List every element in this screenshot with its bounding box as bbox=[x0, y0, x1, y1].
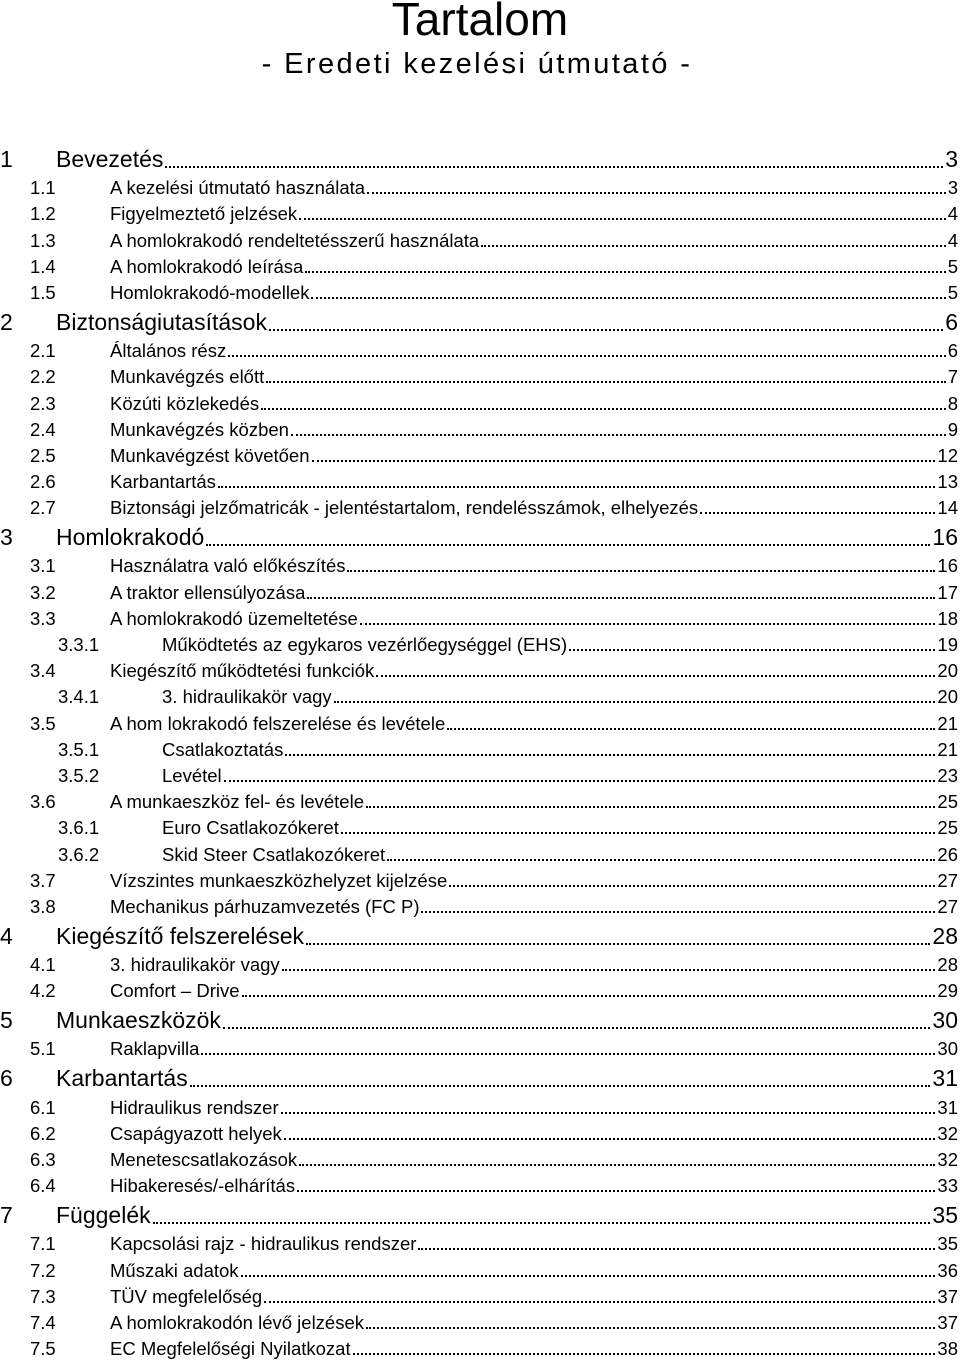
toc-entry-number: 4 bbox=[0, 922, 13, 949]
toc-entry-number: 6.3 bbox=[30, 1149, 56, 1170]
toc-entry-number: 6.4 bbox=[30, 1175, 56, 1197]
toc-entry[interactable] bbox=[0, 1311, 958, 1337]
toc-entry-label: Működtetés az egykaros vezérlőegységgel (EHS) bbox=[162, 634, 568, 655]
toc-entry-page: 12 bbox=[937, 444, 958, 466]
toc-entry[interactable] bbox=[0, 895, 958, 921]
toc-dot-leader bbox=[261, 408, 946, 410]
toc-entry-label: A homlokrakodón lévő jelzések bbox=[110, 1311, 365, 1333]
toc-dot-leader bbox=[190, 1085, 930, 1087]
toc-entry-page: 28 bbox=[937, 954, 958, 976]
toc-entry[interactable] bbox=[0, 953, 958, 979]
toc-entry-label: 3. hidraulikakör vagy bbox=[110, 954, 280, 976]
toc-dot-leader bbox=[241, 1275, 935, 1277]
toc-entry-label: Levétel bbox=[162, 764, 222, 786]
toc-entry-label: Műszaki adatok bbox=[110, 1259, 239, 1281]
toc-dot-leader bbox=[264, 1301, 935, 1303]
toc-entry-label: Comfort – Drive bbox=[110, 980, 240, 1002]
toc-entry-number: 4.1 bbox=[30, 954, 56, 976]
toc-entry[interactable] bbox=[0, 1285, 958, 1311]
toc-entry-label: Csatlakoztatás bbox=[162, 738, 284, 760]
toc-entry-page: 19 bbox=[937, 634, 958, 655]
toc-entry[interactable] bbox=[0, 790, 958, 816]
toc-entry-page: 27 bbox=[937, 869, 958, 891]
toc-dot-leader bbox=[282, 969, 935, 971]
toc-dot-leader bbox=[224, 780, 935, 782]
toc-entry-label: A homlokrakodó leírása bbox=[110, 255, 304, 277]
toc-entry[interactable] bbox=[0, 281, 958, 307]
toc-dot-leader bbox=[165, 166, 943, 168]
toc-entry-number: 4.2 bbox=[30, 980, 56, 1002]
toc-dot-leader bbox=[297, 1190, 935, 1192]
toc-entry-label: Skid Steer Csatlakozókeret bbox=[162, 843, 386, 865]
toc-entry[interactable] bbox=[0, 144, 958, 176]
toc-entry-label: A hom lokrakodó felszerelése és levétele bbox=[110, 712, 446, 734]
toc-entry[interactable] bbox=[0, 764, 958, 790]
toc-entry-number: 2 bbox=[0, 308, 13, 335]
toc-dot-leader bbox=[242, 995, 935, 997]
toc-entry-number: 1.2 bbox=[30, 203, 56, 225]
toc-entry-label: Menetescsatlakozások bbox=[110, 1149, 298, 1170]
toc-dot-leader bbox=[311, 297, 946, 299]
toc-entry-page: 29 bbox=[937, 980, 958, 1002]
toc-entry-page: 4 bbox=[947, 229, 958, 251]
toc-dot-leader bbox=[418, 1248, 935, 1250]
toc-entry[interactable] bbox=[0, 418, 958, 444]
toc-dot-leader bbox=[353, 1353, 935, 1355]
toc-entry[interactable] bbox=[0, 1148, 958, 1174]
toc-dot-leader bbox=[299, 218, 946, 220]
toc-entry-label: Kapcsolási rajz - hidraulikus rendszer bbox=[110, 1233, 417, 1255]
toc-entry-number: 6 bbox=[0, 1065, 13, 1092]
toc-entry-page: 30 bbox=[932, 1007, 958, 1034]
toc-entry[interactable] bbox=[0, 580, 958, 606]
toc-entry[interactable] bbox=[0, 554, 958, 580]
toc-entry[interactable] bbox=[0, 339, 958, 365]
toc-entry[interactable] bbox=[0, 816, 958, 842]
toc-dot-leader bbox=[481, 245, 946, 247]
toc-entry-page: 28 bbox=[932, 922, 958, 949]
toc-dot-leader bbox=[305, 271, 946, 273]
toc-dot-leader bbox=[228, 355, 946, 357]
toc-dot-leader bbox=[569, 649, 935, 651]
toc-entry-label: Hibakeresés/-elhárítás bbox=[110, 1175, 296, 1197]
toc-entry-page: 30 bbox=[937, 1038, 958, 1060]
toc-dot-leader bbox=[281, 1112, 935, 1114]
page-title: Tartalom bbox=[391, 0, 569, 45]
toc-dot-leader bbox=[376, 675, 935, 677]
toc-entry-number: 3.2 bbox=[30, 581, 56, 603]
toc-entry[interactable] bbox=[0, 1337, 958, 1363]
toc-entry[interactable] bbox=[0, 522, 958, 554]
toc-entry-label: Közúti közlekedés bbox=[110, 392, 260, 414]
toc-entry-number: 3.3.1 bbox=[58, 634, 100, 655]
toc-entry[interactable] bbox=[0, 365, 958, 391]
toc-entry-number: 7.5 bbox=[30, 1338, 56, 1360]
toc-entry-page: 9 bbox=[947, 418, 958, 440]
toc-entry-number: 5 bbox=[0, 1007, 13, 1034]
toc-entry-number: 3.6 bbox=[30, 791, 56, 813]
toc-entry-label: Munkavégzés közben bbox=[110, 418, 289, 440]
toc-entry[interactable] bbox=[0, 659, 958, 685]
toc-entry[interactable] bbox=[0, 307, 958, 339]
toc-entry-number: 3.5 bbox=[30, 712, 56, 734]
toc-entry-label: Biztonsági jelzőmatricák - jelentéstartalom, rendelésszámok, elhelyezés bbox=[110, 497, 699, 519]
toc-entry-page: 27 bbox=[937, 895, 958, 917]
toc-entry-label: Hidraulikus rendszer bbox=[110, 1096, 279, 1118]
toc-entry[interactable] bbox=[0, 391, 958, 417]
toc-entry-number: 2.4 bbox=[30, 418, 56, 440]
toc-entry-number: 3.4.1 bbox=[58, 686, 100, 708]
toc-dot-leader bbox=[387, 859, 935, 861]
toc-entry-page: 37 bbox=[937, 1285, 958, 1307]
toc-entry-page: 7 bbox=[947, 366, 958, 388]
toc-entry-page: 33 bbox=[937, 1175, 958, 1197]
toc-dot-leader bbox=[153, 1222, 930, 1224]
toc-entry-page: 37 bbox=[937, 1311, 958, 1333]
toc-entry-page: 3 bbox=[947, 177, 958, 199]
toc-entry-label: Használatra való előkészítés bbox=[110, 555, 346, 577]
toc-entry-number: 2.1 bbox=[30, 340, 56, 362]
toc-entry-label: Munkaeszközök bbox=[56, 1007, 221, 1034]
toc-entry-number: 3.8 bbox=[30, 895, 56, 917]
toc-dot-leader bbox=[285, 754, 935, 756]
toc-entry[interactable] bbox=[0, 1258, 958, 1284]
toc-entry-number: 1.5 bbox=[30, 281, 56, 303]
toc-entry-number: 1 bbox=[0, 146, 13, 172]
toc-entry-page: 4 bbox=[947, 203, 958, 225]
toc-dot-leader bbox=[366, 1327, 935, 1329]
toc-entry-label: TÜV megfelelőség bbox=[110, 1285, 263, 1307]
toc-dot-leader bbox=[269, 329, 943, 331]
toc-entry-number: 3.5.1 bbox=[58, 738, 100, 760]
toc-entry-page: 35 bbox=[937, 1233, 958, 1255]
toc-entry-label: Karbantartás bbox=[110, 471, 216, 493]
toc-entry-page: 35 bbox=[932, 1202, 958, 1229]
toc-entry-number: 2.6 bbox=[30, 471, 56, 493]
toc-entry-number: 3.7 bbox=[30, 869, 56, 891]
toc-entry-page: 31 bbox=[932, 1065, 958, 1092]
toc-entry-page: 20 bbox=[937, 660, 958, 682]
toc-entry-label: Euro Csatlakozókeret bbox=[162, 817, 339, 839]
toc-dot-leader bbox=[284, 1138, 935, 1140]
toc-entry[interactable] bbox=[0, 228, 958, 254]
toc-entry-number: 1.3 bbox=[30, 229, 56, 251]
toc-entry-label: A munkaeszköz fel- és levétele bbox=[110, 791, 364, 813]
toc-entry-number: 5.1 bbox=[30, 1038, 56, 1060]
toc-entry-page: 5 bbox=[947, 255, 958, 277]
toc-entry[interactable] bbox=[0, 1037, 958, 1063]
toc-entry-page: 5 bbox=[947, 281, 958, 303]
toc-entry-page: 38 bbox=[937, 1338, 958, 1360]
toc-entry-page: 21 bbox=[937, 712, 958, 734]
toc-entry[interactable] bbox=[0, 1232, 958, 1258]
toc-dot-leader bbox=[218, 486, 935, 488]
toc-entry-label: Csapágyazott helyek bbox=[110, 1122, 282, 1144]
toc-entry[interactable] bbox=[0, 685, 958, 711]
toc-dot-leader bbox=[306, 943, 930, 945]
toc-entry[interactable] bbox=[0, 176, 958, 202]
toc-entry[interactable] bbox=[0, 738, 958, 764]
toc-entry-number: 3.3 bbox=[30, 607, 56, 629]
toc-entry-label: Homlokrakodó bbox=[56, 524, 205, 551]
toc-entry-label: Karbantartás bbox=[56, 1065, 188, 1092]
toc-entry-label: Munkavégzést követően bbox=[110, 444, 310, 466]
toc-dot-leader bbox=[291, 434, 946, 436]
toc-entry-number: 6.1 bbox=[30, 1096, 56, 1118]
toc-entry[interactable] bbox=[0, 470, 958, 496]
toc-entry[interactable] bbox=[0, 255, 958, 281]
toc-entry-label: Bevezetés bbox=[56, 146, 164, 172]
toc-entry-page: 16 bbox=[937, 555, 958, 577]
toc-entry-number: 2.2 bbox=[30, 366, 56, 388]
toc-entry-label: 3. hidraulikakör vagy bbox=[162, 686, 332, 708]
toc-entry-label: A traktor ellensúlyozása bbox=[110, 581, 306, 603]
toc-dot-leader bbox=[341, 832, 935, 834]
toc-entry-number: 7.1 bbox=[30, 1233, 56, 1255]
toc-entry[interactable] bbox=[0, 1122, 958, 1148]
toc-entry-label: A homlokrakodó üzemeltetése bbox=[110, 607, 358, 629]
toc-dot-leader bbox=[447, 728, 935, 730]
toc-entry-label: Munkavégzés előtt bbox=[110, 366, 265, 388]
toc-entry-page: 18 bbox=[937, 607, 958, 629]
toc-entry-label: Biztonságiutasítások bbox=[56, 308, 267, 335]
toc-entry-number: 7 bbox=[0, 1202, 13, 1229]
toc-dot-leader bbox=[307, 597, 935, 599]
toc-entry[interactable] bbox=[0, 1005, 958, 1037]
toc-entry[interactable] bbox=[0, 711, 958, 737]
toc-entry-page: 20 bbox=[937, 686, 958, 708]
toc-entry-label: Homlokrakodó-modellek bbox=[110, 281, 310, 303]
toc-entry-number: 3.5.2 bbox=[58, 764, 100, 786]
toc-dot-leader bbox=[367, 192, 946, 194]
toc-entry-page: 32 bbox=[937, 1149, 958, 1170]
toc-entry-label: Vízszintes munkaeszközhelyzet kijelzése bbox=[110, 869, 448, 891]
toc-entry-page: 3 bbox=[945, 146, 958, 172]
toc-entry-label: A homlokrakodó rendeltetésszerű használata bbox=[110, 229, 480, 251]
toc-entry-label: Általános rész bbox=[110, 340, 227, 362]
toc-dot-leader bbox=[700, 512, 935, 514]
toc-dot-leader bbox=[206, 544, 930, 546]
toc-entry-number: 2.7 bbox=[30, 497, 56, 519]
toc-entry[interactable] bbox=[0, 1063, 958, 1095]
toc-dot-leader bbox=[266, 381, 946, 383]
toc-dot-leader bbox=[201, 1053, 935, 1055]
toc-entry-page: 16 bbox=[932, 524, 958, 551]
toc-entry-page: 36 bbox=[937, 1259, 958, 1281]
table-of-contents bbox=[0, 144, 958, 1363]
toc-entry-label: Kiegészítő működtetési funkciók bbox=[110, 660, 375, 682]
toc-entry-page: 21 bbox=[937, 738, 958, 760]
toc-entry-number: 6.2 bbox=[30, 1122, 56, 1144]
toc-entry-label: A kezelési útmutató használata bbox=[110, 177, 366, 199]
toc-entry[interactable] bbox=[0, 496, 958, 522]
toc-entry-label: Raklapvilla bbox=[110, 1038, 200, 1060]
toc-dot-leader bbox=[347, 570, 935, 572]
toc-entry-page: 17 bbox=[937, 581, 958, 603]
toc-entry-page: 25 bbox=[937, 791, 958, 813]
toc-entry-number: 7.2 bbox=[30, 1259, 56, 1281]
toc-entry[interactable] bbox=[0, 1095, 958, 1121]
toc-entry-label: Mechanikus párhuzamvezetés (FC P) bbox=[110, 895, 420, 917]
toc-dot-leader bbox=[334, 701, 935, 703]
toc-entry-page: 8 bbox=[947, 392, 958, 414]
toc-entry-number: 3.6.2 bbox=[58, 843, 100, 865]
toc-entry-page: 26 bbox=[937, 843, 958, 865]
toc-entry[interactable] bbox=[0, 979, 958, 1005]
toc-entry-page: 14 bbox=[937, 497, 958, 519]
toc-entry[interactable] bbox=[0, 921, 958, 953]
toc-entry-number: 3.6.1 bbox=[58, 817, 100, 839]
toc-entry-number: 7.3 bbox=[30, 1285, 56, 1307]
toc-dot-leader bbox=[312, 460, 935, 462]
toc-dot-leader bbox=[223, 1027, 930, 1029]
toc-entry-label: Függelék bbox=[56, 1202, 151, 1229]
toc-entry-number: 1.4 bbox=[30, 255, 56, 277]
toc-entry-page: 25 bbox=[937, 817, 958, 839]
toc-dot-leader bbox=[299, 1164, 935, 1166]
toc-entry[interactable] bbox=[0, 202, 958, 228]
toc-dot-leader bbox=[449, 885, 935, 887]
toc-entry-label: Kiegészítő felszerelések bbox=[56, 922, 305, 949]
toc-entry-page: 6 bbox=[947, 340, 958, 362]
toc-entry[interactable] bbox=[0, 1174, 958, 1200]
toc-entry-number: 3.4 bbox=[30, 660, 56, 682]
toc-entry[interactable] bbox=[0, 607, 958, 633]
toc-entry[interactable] bbox=[0, 869, 958, 895]
toc-entry-label: EC Megfelelőségi Nyilatkozat bbox=[110, 1338, 351, 1360]
toc-entry-page: 6 bbox=[945, 308, 958, 335]
toc-entry-number: 1.1 bbox=[30, 177, 56, 199]
toc-dot-leader bbox=[366, 806, 935, 808]
toc-entry[interactable] bbox=[0, 1200, 958, 1232]
toc-entry-number: 7.4 bbox=[30, 1311, 56, 1333]
toc-entry[interactable] bbox=[0, 633, 958, 659]
toc-entry-number: 2.5 bbox=[30, 444, 56, 466]
toc-dot-leader bbox=[421, 911, 935, 913]
page-subtitle: - Eredeti kezelési útmutató - bbox=[261, 48, 693, 80]
toc-dot-leader bbox=[360, 623, 935, 625]
toc-entry-page: 23 bbox=[937, 764, 958, 786]
toc-entry-number: 3 bbox=[0, 524, 13, 551]
toc-entry-label: Figyelmeztető jelzések bbox=[110, 203, 298, 225]
toc-entry-page: 13 bbox=[937, 471, 958, 493]
toc-entry[interactable] bbox=[0, 842, 958, 868]
toc-entry[interactable] bbox=[0, 444, 958, 470]
toc-entry-number: 2.3 bbox=[30, 392, 56, 414]
toc-entry-page: 31 bbox=[937, 1096, 958, 1118]
toc-entry-number: 3.1 bbox=[30, 555, 56, 577]
toc-entry-page: 32 bbox=[937, 1122, 958, 1144]
